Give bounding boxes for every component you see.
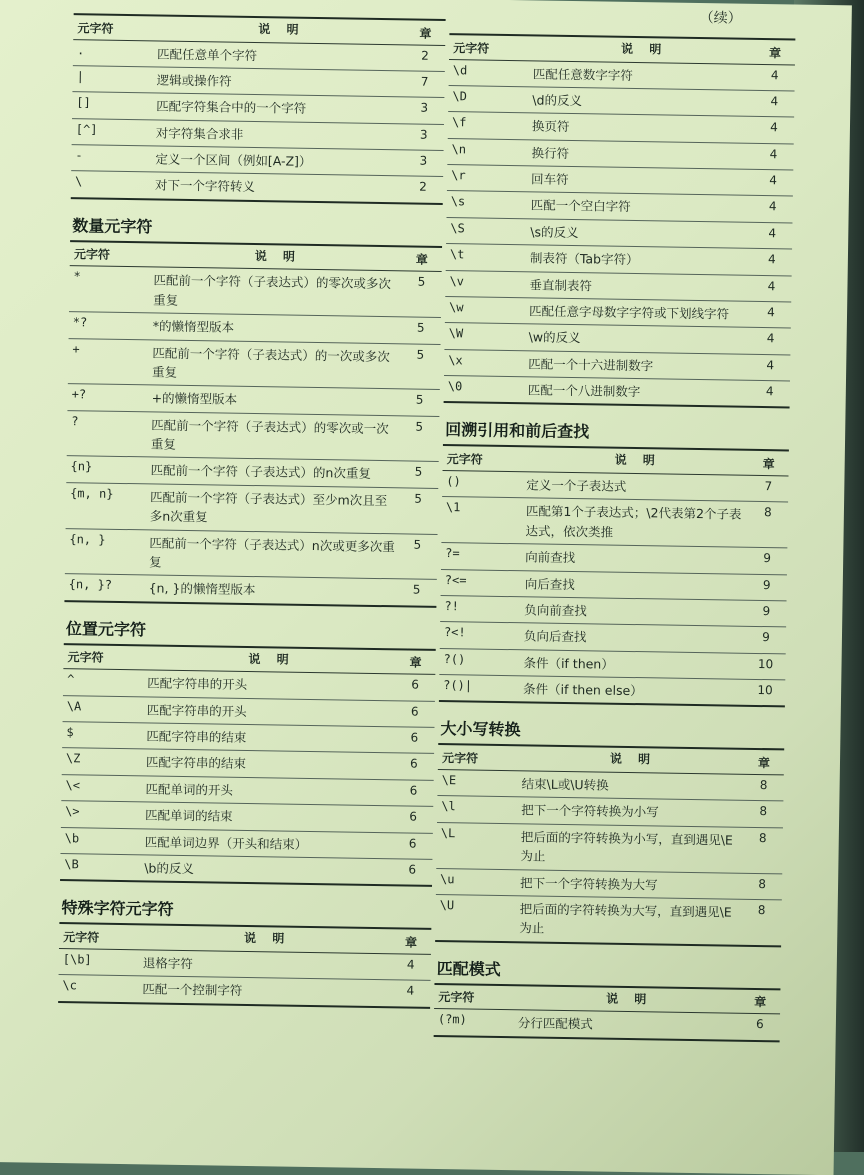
chapter-number: 6 <box>410 730 419 745</box>
metachar-symbol: \r <box>451 168 466 183</box>
header-chapter: 章 <box>419 26 432 41</box>
metachar-description: 匹配前一个字符（子表达式）n次或更多次重复 <box>148 534 395 570</box>
metachar-description: 匹配一个控制字符 <box>142 981 243 999</box>
metachar-description: \s的反义 <box>530 224 579 240</box>
chapter-number: 4 <box>768 199 777 214</box>
header-symbol: 元字符 <box>73 247 111 263</box>
metachar-description: 匹配前一个字符（子表达式）至少m次且至多n次重复 <box>149 489 388 525</box>
header-description: 说 明 <box>606 991 653 1007</box>
metachar-description: 匹配单词的开头 <box>145 781 234 798</box>
metachar-symbol: ^ <box>67 672 75 687</box>
metachar-description: 匹配字符串的结束 <box>146 728 247 745</box>
metachar-description: +的懒惰型版本 <box>151 390 238 408</box>
chapter-number: 4 <box>766 331 775 346</box>
metachar-description: 负向后查找 <box>523 628 587 645</box>
metachar-symbol: \f <box>451 115 467 130</box>
metachar-description: 匹配前一个字符（子表达式）的零次或多次重复 <box>153 272 392 308</box>
metachar-description: 退格字符 <box>142 955 193 972</box>
metachar-description: 匹配任意数字字符 <box>532 65 633 83</box>
position-table <box>60 643 436 887</box>
metachar-symbol: {n, } <box>69 531 106 547</box>
table-row <box>69 267 442 319</box>
metachar-description: 把后面的字符转换为大写，直到遇见\E为止 <box>519 901 732 936</box>
header-description: 说 明 <box>614 453 661 468</box>
metachar-description: 分行匹配模式 <box>517 1015 593 1032</box>
metachar-symbol: ? <box>71 413 79 428</box>
chapter-number: 3 <box>420 100 429 116</box>
metachar-description: 换页符 <box>531 118 570 135</box>
metachar-description: 制表符（Tab字符） <box>529 250 639 268</box>
metachar-symbol: \c <box>62 978 77 993</box>
chapter-number: 5 <box>413 537 422 552</box>
special-table <box>58 922 431 1008</box>
metachar-description: \d的反义 <box>532 92 583 109</box>
table-row <box>60 854 432 885</box>
metachar-symbol: \u <box>440 871 455 886</box>
table-row <box>68 339 441 391</box>
header-symbol: 元字符 <box>77 20 114 36</box>
chapter-number: 5 <box>416 347 425 362</box>
metachar-description: 逻辑或操作符 <box>156 72 232 89</box>
chapter-number: 9 <box>762 603 771 619</box>
metachar-description: 条件（if then else） <box>523 681 643 699</box>
metachar-description: 匹配单词边界（开头和结束） <box>144 833 308 852</box>
metachar-description: 把下一个字符转换为大写 <box>519 874 658 892</box>
metachar-description: 定义一个区间（例如[A-Z]） <box>155 151 312 170</box>
chapter-number: 10 <box>757 656 774 671</box>
metachar-symbol: \v <box>449 273 465 288</box>
metachar-symbol: ?<= <box>444 572 467 587</box>
chapter-number: 4 <box>766 357 775 372</box>
chapter-number: 7 <box>764 479 773 494</box>
metachar-symbol: \b <box>64 830 80 845</box>
metachar-description: 把下一个字符转换为小写 <box>521 802 659 820</box>
header-chapter: 章 <box>757 756 771 771</box>
chapter-number: 4 <box>765 384 774 399</box>
header-symbol: 元字符 <box>438 990 475 1005</box>
chapter-number: 4 <box>770 94 779 109</box>
header-symbol: 元字符 <box>67 650 104 665</box>
table-row <box>444 376 790 407</box>
metachar-description: 匹配一个八进制数字 <box>527 382 641 400</box>
metachar-description: 匹配字符串的结束 <box>145 754 247 772</box>
chapter-number: 2 <box>421 48 429 63</box>
metachar-symbol: \S <box>450 220 465 236</box>
metachar-description: 换行符 <box>531 145 570 161</box>
metachar-symbol: \D <box>452 89 467 104</box>
metachar-description: 匹配单词的结束 <box>144 807 233 824</box>
metachar-description: 垂直制表符 <box>529 276 593 293</box>
header-symbol: 元字符 <box>441 751 479 766</box>
metachar-symbol: [] <box>76 95 91 110</box>
chapter-number: 3 <box>419 153 428 168</box>
chapter-number: 4 <box>767 305 775 320</box>
metachar-symbol: \E <box>441 773 457 788</box>
metachar-symbol: *? <box>72 315 88 330</box>
chapter-number: 6 <box>409 783 418 798</box>
chapter-number: 8 <box>757 902 766 918</box>
metachar-symbol: . <box>76 42 85 57</box>
table-row <box>434 1009 780 1040</box>
continued-note: （续） <box>699 9 742 27</box>
metachar-description: 匹配字符串的开头 <box>146 702 247 719</box>
special-section-title: 特殊字符元字符 <box>61 898 174 920</box>
chapter-number: 6 <box>409 809 418 824</box>
metachar-symbol: [^] <box>75 121 98 137</box>
header-description: 说 明 <box>258 22 305 37</box>
metachar-description: \w的反义 <box>528 329 581 346</box>
metachar-symbol: \d <box>452 62 468 77</box>
metachar-symbol: \U <box>439 897 455 913</box>
table-row <box>435 895 782 945</box>
chapter-number: 5 <box>412 582 421 597</box>
metachar-symbol: \L <box>440 825 456 841</box>
case-section-title: 大小写转换 <box>440 719 521 740</box>
metachar-symbol: \> <box>65 804 80 819</box>
chapter-number: 4 <box>768 225 777 241</box>
header-chapter: 章 <box>409 655 422 670</box>
metachar-description: 对下一个字符转义 <box>154 177 256 195</box>
metachar-symbol: {m, n} <box>70 485 114 501</box>
right-column <box>434 9 796 1042</box>
table-row <box>441 497 788 548</box>
mode-table <box>434 983 781 1042</box>
chapter-number: 6 <box>409 756 418 772</box>
header-description: 说 明 <box>620 41 668 57</box>
chapter-number: 9 <box>762 577 771 592</box>
metachar-description: 把后面的字符转换为小写，直到遇见\E为止 <box>520 829 734 864</box>
metachar-description: 向前查找 <box>525 549 576 566</box>
chapter-number: 4 <box>769 173 778 188</box>
metachar-symbol: - <box>75 148 83 163</box>
metachar-symbol: \x <box>448 352 463 368</box>
header-description: 说 明 <box>248 651 295 667</box>
special-continued-table <box>444 33 796 409</box>
chapter-number: 9 <box>763 551 772 566</box>
metachar-symbol: ?()| <box>443 678 473 693</box>
chapter-number: 4 <box>406 957 415 972</box>
metachar-symbol: + <box>72 341 80 356</box>
metachar-symbol: +? <box>71 387 87 402</box>
chapter-number: 8 <box>759 804 768 819</box>
metachar-symbol: () <box>446 474 461 489</box>
metachar-symbol: \0 <box>447 379 463 394</box>
metachar-description: 匹配字符集合中的一个字符 <box>156 98 307 117</box>
metachar-description: 负向前查找 <box>524 602 587 619</box>
table-row <box>439 675 785 706</box>
chapter-number: 5 <box>414 491 423 506</box>
chapter-number: 8 <box>759 778 768 793</box>
metachar-symbol: \l <box>441 799 456 814</box>
metachar-symbol: ?() <box>443 651 466 667</box>
case-table <box>435 743 784 947</box>
chapter-number: 4 <box>770 67 779 82</box>
table-row <box>65 529 438 581</box>
backref-section-title: 回溯引用和前后查找 <box>445 420 590 442</box>
metachar-symbol: (?m) <box>437 1012 467 1027</box>
metachar-symbol: [\b] <box>62 951 92 967</box>
chapter-number: 5 <box>414 465 423 480</box>
chapter-number: 4 <box>769 146 778 161</box>
chapter-number: 8 <box>758 830 767 845</box>
metachar-description: 对字符集合求非 <box>155 125 244 142</box>
metachar-symbol: ?= <box>445 546 460 561</box>
header-symbol: 元字符 <box>446 452 483 467</box>
header-chapter: 章 <box>754 995 767 1010</box>
metachar-symbol: {n} <box>70 459 93 474</box>
metachar-description: 匹配前一个字符（子表达式）的零次或一次重复 <box>150 417 389 452</box>
left-column <box>58 0 446 1009</box>
chapter-number: 10 <box>757 683 773 698</box>
chapter-number: 6 <box>408 862 417 877</box>
metachar-symbol: {n, }? <box>68 577 113 593</box>
chapter-number: 2 <box>419 180 427 195</box>
metachar-symbol: ?<! <box>443 625 466 640</box>
metachar-symbol: $ <box>66 725 74 740</box>
chapter-number: 4 <box>767 278 776 293</box>
header-description: 说 明 <box>609 752 657 767</box>
metachar-symbol: \B <box>64 857 79 872</box>
metachar-symbol: \s <box>450 194 466 209</box>
chapter-number: 5 <box>417 275 426 290</box>
table-row <box>436 823 783 874</box>
table-row <box>67 411 440 463</box>
metachar-description: 匹配任意字母数字字符或下划线字符 <box>528 303 730 322</box>
metachar-description: 匹配第1个子表达式；\2代表第2个子表达式，依次类推 <box>525 503 742 540</box>
metachar-description: 回车符 <box>531 171 569 188</box>
metachar-symbol: \Z <box>65 751 81 766</box>
table-row <box>58 975 430 1006</box>
metachar-description: 匹配前一个字符（子表达式）的n次重复 <box>150 462 372 482</box>
metachar-description: 匹配一个空白字符 <box>530 197 631 215</box>
metachar-description: *的懒惰型版本 <box>152 318 235 335</box>
chapter-number: 6 <box>408 836 417 851</box>
metachar-description: 定义一个子表达式 <box>526 477 627 494</box>
metachar-symbol: * <box>73 269 81 284</box>
table-row <box>71 172 443 203</box>
chapter-number: 9 <box>762 630 770 645</box>
metachar-symbol: \t <box>449 247 465 262</box>
header-chapter: 章 <box>762 457 775 472</box>
basic-table <box>71 13 446 205</box>
chapter-number: 6 <box>755 1017 764 1032</box>
header-symbol: 元字符 <box>453 40 490 56</box>
metachar-description: 匹配前一个字符（子表达式）的一次或多次重复 <box>151 345 390 380</box>
metachar-symbol: \1 <box>445 500 461 515</box>
header-description: 说 明 <box>243 931 291 946</box>
metachar-description: 条件（if then） <box>523 654 614 672</box>
metachar-description: {n, }的懒惰型版本 <box>148 580 256 598</box>
chapter-number: 3 <box>419 127 428 142</box>
metachar-description: 向后查找 <box>524 575 575 592</box>
metachar-symbol: \< <box>65 777 81 793</box>
chapter-number: 7 <box>420 74 429 89</box>
header-chapter: 章 <box>404 935 418 950</box>
header-description: 说 明 <box>254 248 302 264</box>
metachar-description: 匹配字符串的开头 <box>147 675 248 693</box>
mode-section-title: 匹配模式 <box>436 958 501 979</box>
position-section-title: 位置元字符 <box>65 618 147 640</box>
chapter-number: 8 <box>758 876 767 891</box>
metachar-description: 匹配一个十六进制数字 <box>528 356 654 374</box>
quantity-table <box>64 240 442 608</box>
metachar-symbol: | <box>76 69 85 84</box>
header-symbol: 元字符 <box>63 929 100 945</box>
metachar-symbol: \A <box>66 698 82 714</box>
header-chapter: 章 <box>415 253 428 268</box>
chapter-number: 4 <box>406 983 415 998</box>
chapter-number: 8 <box>763 505 772 520</box>
metachar-description: \b的反义 <box>144 860 195 877</box>
quantity-section-title: 数量元字符 <box>72 216 153 237</box>
chapter-number: 4 <box>770 120 778 135</box>
metachar-symbol: \n <box>451 141 467 157</box>
metachar-symbol: \ <box>74 174 83 189</box>
metachar-description: 结束\L或\U转换 <box>521 776 609 793</box>
chapter-number: 5 <box>416 320 425 335</box>
metachar-symbol: ?! <box>444 598 459 614</box>
metachar-description: 匹配任意单个字符 <box>156 46 258 63</box>
table-row <box>66 483 439 535</box>
chapter-number: 5 <box>415 419 424 434</box>
chapter-number: 5 <box>415 392 424 408</box>
chapter-number: 4 <box>767 252 776 267</box>
header-chapter: 章 <box>769 45 782 60</box>
metachar-symbol: \w <box>448 300 464 315</box>
table-row <box>64 574 436 605</box>
chapter-number: 6 <box>410 704 419 719</box>
chapter-number: 6 <box>411 677 420 692</box>
metachar-symbol: \W <box>448 326 464 341</box>
backref-table <box>439 444 789 707</box>
